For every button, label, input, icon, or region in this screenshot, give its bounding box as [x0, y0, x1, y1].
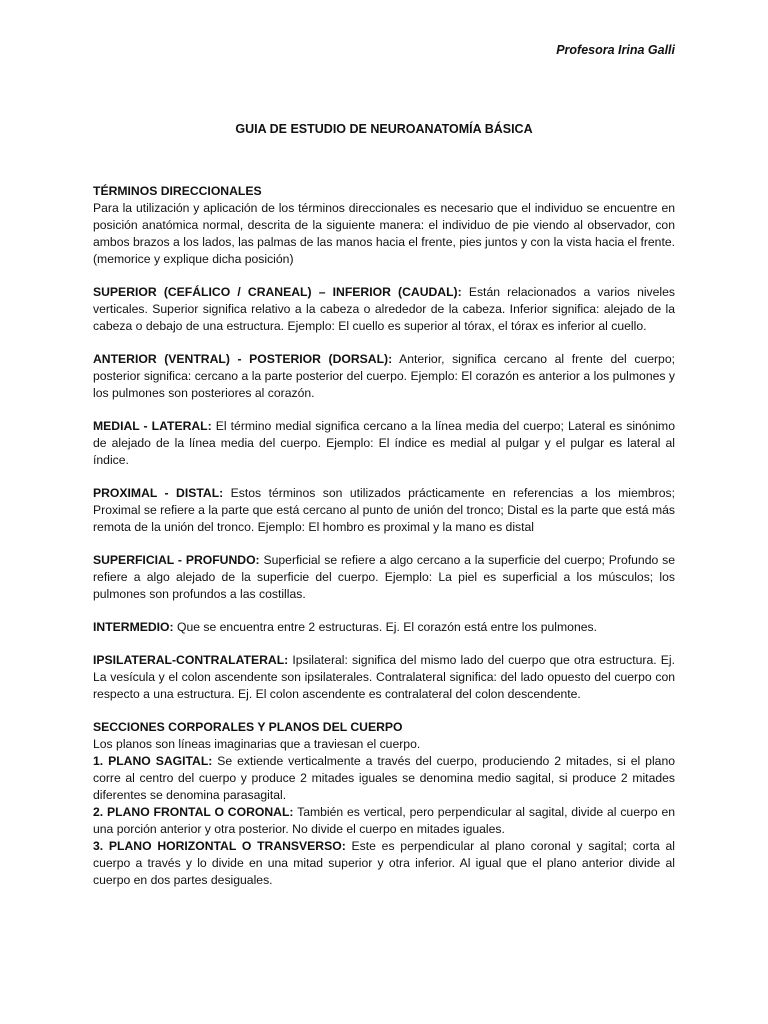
- term-proximal-distal: PROXIMAL - DISTAL:: [93, 486, 224, 500]
- definition-proximal-distal: Estos términos son utilizados prácticamente en referencias a los miembros; Proximal se refiere a la parte que está cercano al punto de unión del tronco; Distal es la parte que está más remota de la unión del tronco. Ejemplo: El hombro es proximal y la mano es distal: [93, 486, 675, 534]
- plane-definition-sagital: Se extiende verticalmente a través del cuerpo, produciendo 2 mitades, si el plano corre al centro del cuerpo y produce 2 mitades iguales se denomina medio sagital, si produce 2 mitades diferentes se denomina parasagital.: [93, 754, 675, 802]
- paragraph-proximal-distal: [93, 485, 675, 536]
- definition-ipsilateral: Ipsilateral: significa del mismo lado del cuerpo que otra estructura. Ej. La vesícula y el colon ascendente son ipsilaterales. Contralateral significa: del lado opuesto del cuerpo con respecto a una estructura. Ej. El colon ascendente es contralateral del colon descendente.: [93, 653, 675, 701]
- paragraph-intermedio: [93, 619, 675, 636]
- paragraph-ipsilateral: [93, 652, 675, 703]
- term-medial-lateral: MEDIAL - LATERAL:: [93, 419, 212, 433]
- paragraph-superior-inferior: [93, 284, 675, 335]
- paragraph-anterior-posterior: [93, 351, 675, 402]
- plane-term-horizontal: 3. PLANO HORIZONTAL O TRANSVERSO:: [93, 839, 346, 853]
- section-heading-directional: TÉRMINOS DIRECCIONALES: [93, 184, 262, 198]
- plane-term-sagital: 1. PLANO SAGITAL:: [93, 754, 213, 768]
- document-page: [93, 0, 675, 1024]
- planes-intro: Los planos son líneas imaginarias que a traviesan el cuerpo.: [93, 737, 421, 751]
- definition-superficial-profundo: Superficial se refiere a algo cercano a la superficie del cuerpo; Profundo se refiere a algo alejado de la superficie del cuerpo. Ejemplo: La piel es superficial a los músculos; los pulmones son profundos a las costillas.: [93, 553, 675, 601]
- term-intermedio: INTERMEDIO:: [93, 620, 174, 634]
- definition-intermedio: Que se encuentra entre 2 estructuras. Ej. El corazón está entre los pulmones.: [173, 620, 597, 634]
- definition-medial-lateral: El término medial significa cercano a la línea media del cuerpo; Lateral es sinónimo de alejado de la línea media del cuerpo. Ejemplo: El índice es medial al pulgar y el pulgar es lateral al índice.: [93, 419, 675, 467]
- plane-definition-frontal: También es vertical, pero perpendicular al sagital, divide al cuerpo en una porción anterior y otra posterior. No divide el cuerpo en mitades iguales.: [93, 805, 676, 836]
- definition-anterior-posterior: Anterior, significa cercano al frente del cuerpo; posterior significa: cercano a la parte posterior del cuerpo. Ejemplo: El corazón es anterior a los pulmones y los pulmones son posteriores al corazón.: [93, 352, 675, 400]
- section-heading-planes: SECCIONES CORPORALES Y PLANOS DEL CUERPO: [93, 720, 403, 734]
- definition-superior-inferior: Están relacionados a varios niveles verticales. Superior significa relativo a la cabeza o alrededor de la cabeza. Inferior significa: alejado de la cabeza o debajo de una estructura. Ejemplo: El cuello es superior al tórax, el tórax es inferior al cuello.: [93, 285, 675, 333]
- document-body: [93, 183, 675, 889]
- paragraph-directional: Para la utilización y aplicación de los términos direccionales es necesario que el individuo se encuentre en posición anatómica normal, descrita de la siguiente manera: el individuo de pie viendo al observador, con ambos brazos a los lados, las palmas de las manos hacia el frente, pies juntos y con la vista hacia el frente.(memorice y explique dicha posición): [93, 201, 675, 266]
- paragraph-superficial-profundo: [93, 552, 675, 603]
- term-ipsilateral: IPSILATERAL-CONTRALATERAL:: [93, 653, 289, 667]
- term-anterior-posterior: ANTERIOR (VENTRAL) - POSTERIOR (DORSAL):: [93, 352, 393, 366]
- plane-definition-horizontal: Este es perpendicular al plano coronal y sagital; corta al cuerpo a través y lo divide en una mitad superior y otra inferior. Al igual que el plano anterior divide al cuerpo en dos partes desiguales.: [93, 839, 675, 887]
- paragraph-medial-lateral: [93, 418, 675, 469]
- document-title: GUIA DE ESTUDIO DE NEUROANATOMÍA BÁSICA: [235, 122, 533, 136]
- section-body-planes: [93, 719, 675, 889]
- plane-item: [93, 804, 675, 838]
- plane-item: [93, 838, 675, 889]
- plane-term-frontal: 2. PLANO FRONTAL O CORONAL:: [93, 805, 294, 819]
- plane-item: [93, 753, 675, 804]
- term-superior-inferior: SUPERIOR (CEFÁLICO / CRANEAL) – INFERIOR (CAUDAL):: [93, 285, 462, 299]
- author-name: Profesora Irina Galli: [556, 43, 675, 57]
- section-directional-terms: [93, 183, 675, 268]
- term-superficial-profundo: SUPERFICIAL - PROFUNDO:: [93, 553, 260, 567]
